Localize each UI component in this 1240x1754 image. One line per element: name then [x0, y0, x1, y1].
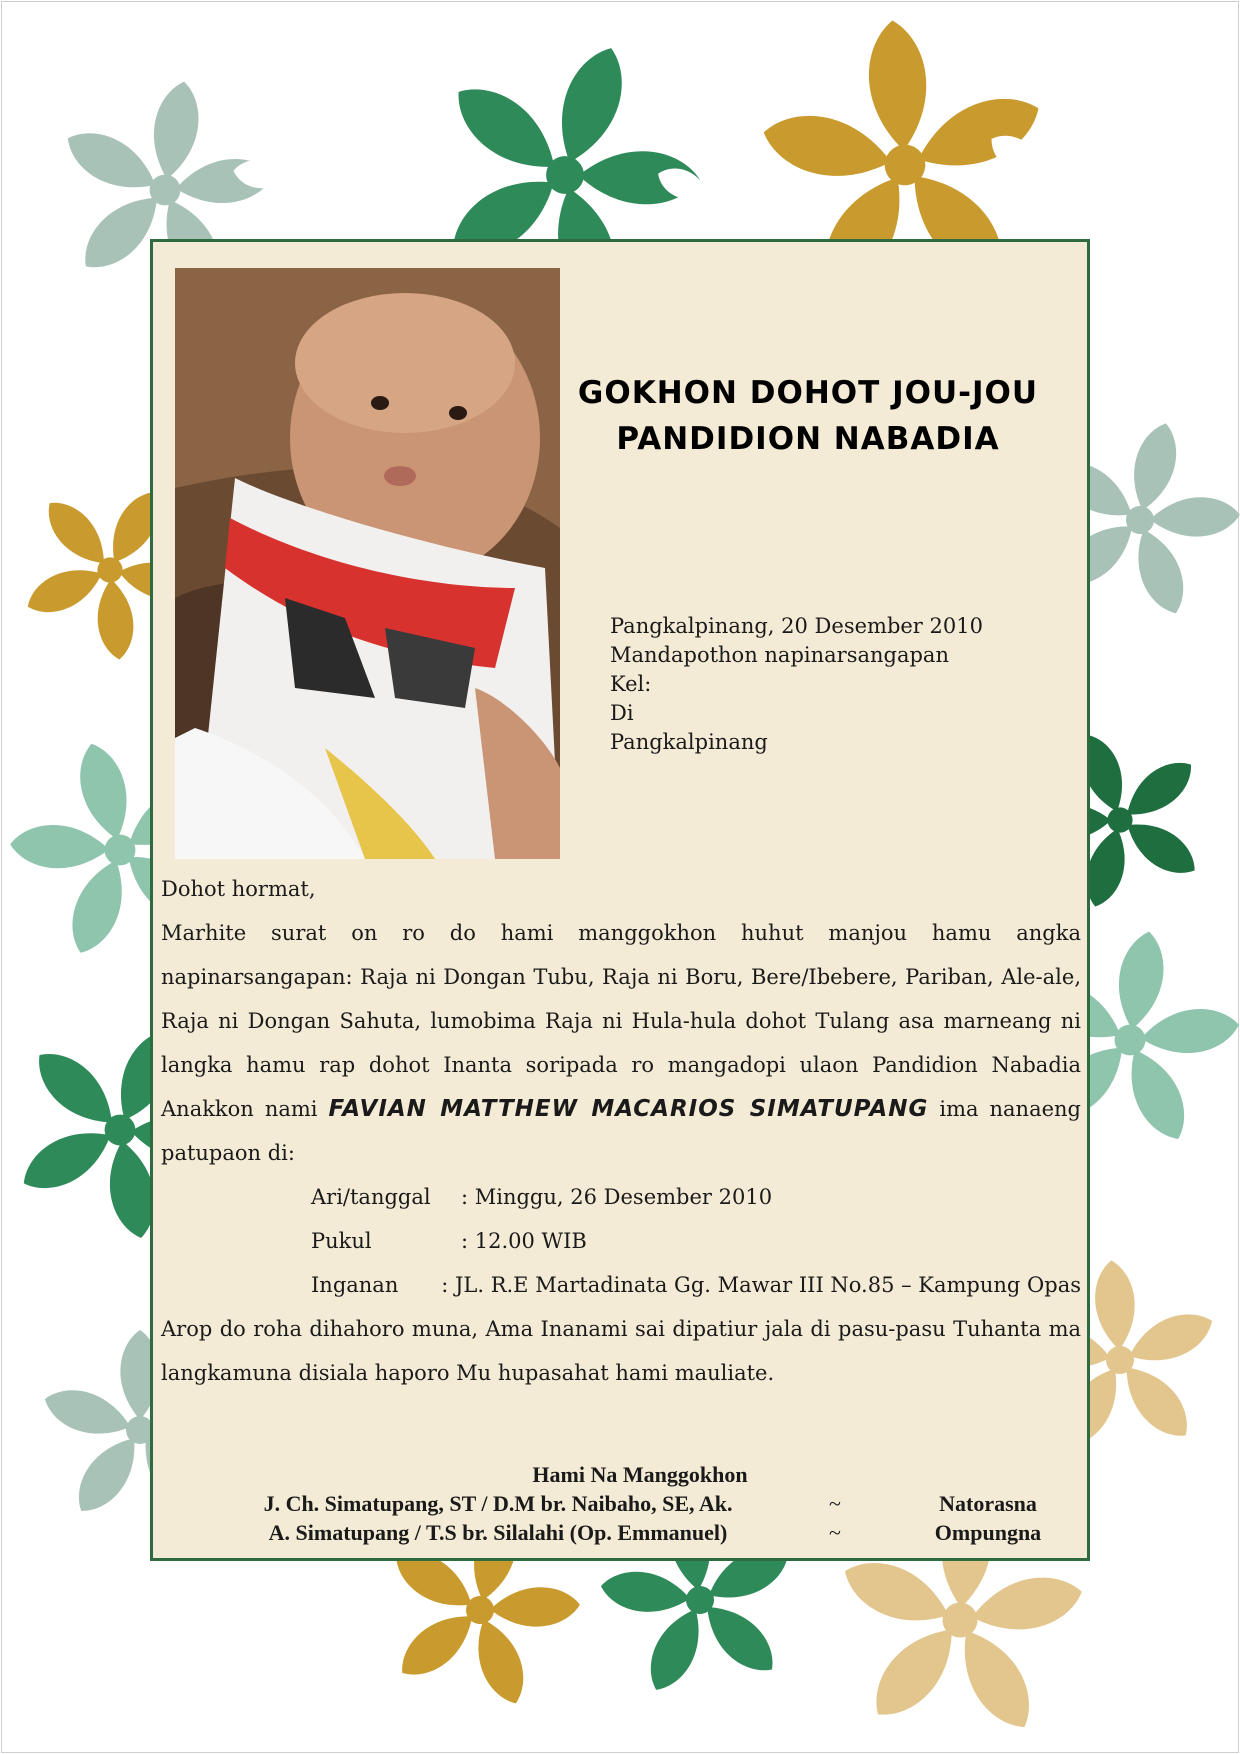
signatory-name: J. Ch. Simatupang, ST / D.M br. Naibaho, SE, Ak.	[263, 1491, 733, 1516]
paragraph-line: Raja ni Dongan Sahuta, lumobima Raja ni Hula-hula dohot Tulang asa marneang ni	[161, 1009, 1081, 1033]
tilde-separator: ~	[829, 1491, 841, 1516]
baby-photo	[175, 268, 560, 859]
signature-block	[153, 1460, 1087, 1547]
detail-value: : 12.00 WIB	[461, 1229, 587, 1253]
detail-value: : JL. R.E Martadinata Gg. Mawar III No.85 – Kampung Opas	[441, 1273, 1081, 1297]
detail-row-location	[161, 1263, 1081, 1307]
title-line-1: GOKHON DOHOT JOU-JOU	[577, 375, 1039, 411]
paragraph-end: patupaon di:	[161, 1141, 295, 1165]
paragraph-line: langka hamu rap dohot Inanta soripada ro mangadopi ulaon Pandidion Nabadia	[161, 1053, 1081, 1077]
recipient: Mandapothon napinarsangapan	[610, 643, 949, 667]
tilde-separator: ~	[829, 1520, 841, 1545]
anakkon-prefix: Anakkon nami	[161, 1097, 318, 1121]
di-label: Di	[610, 701, 634, 725]
detail-row-date	[161, 1175, 1081, 1219]
signatory-name: A. Simatupang / T.S br. Silalahi (Op. Emmanuel)	[268, 1520, 728, 1545]
kel-label: Kel:	[610, 672, 652, 696]
detail-label: Inganan	[311, 1273, 399, 1297]
detail-row-time	[161, 1219, 1081, 1263]
signature-row	[153, 1489, 1087, 1518]
detail-label: Ari/tanggal	[311, 1185, 431, 1209]
letter-body	[161, 867, 1081, 1395]
signatory-role: Natorasna	[939, 1491, 1037, 1516]
closing-line: Arop do roha dihahoro muna, Ama Inanami sai dipatiur jala di pasu-pasu Tuhanta ma	[161, 1317, 1081, 1341]
signature-heading: Hami Na Manggokhon	[532, 1462, 748, 1487]
child-name: FAVIAN MATTHEW MACARIOS SIMATUPANG	[328, 1096, 929, 1122]
invitation-card	[150, 239, 1090, 1561]
address-block	[610, 612, 1060, 757]
invitation-title	[558, 370, 1058, 462]
child-name-line	[161, 1087, 1081, 1131]
detail-label: Pukul	[311, 1229, 372, 1253]
signatory-role: Ompungna	[934, 1520, 1042, 1545]
address-city: Pangkalpinang	[610, 730, 768, 754]
detail-value: : Minggu, 26 Desember 2010	[461, 1185, 773, 1209]
paragraph-line: napinarsangapan: Raja ni Dongan Tubu, Raja ni Boru, Bere/Ibebere, Pariban, Ale-ale,	[161, 965, 1081, 989]
greeting: Dohot hormat,	[161, 877, 316, 901]
title-line-2: PANDIDION NABADIA	[616, 421, 1000, 457]
place-date: Pangkalpinang, 20 Desember 2010	[610, 614, 983, 638]
paragraph-line: Marhite surat on ro do hami manggokhon huhut manjou hamu angka	[161, 921, 1081, 945]
anakkon-suffix: ima nanaeng	[939, 1097, 1081, 1121]
closing-line: langkamuna disiala hароro Mu hupasahat hami mauliate.	[161, 1361, 775, 1385]
signature-row	[153, 1518, 1087, 1547]
